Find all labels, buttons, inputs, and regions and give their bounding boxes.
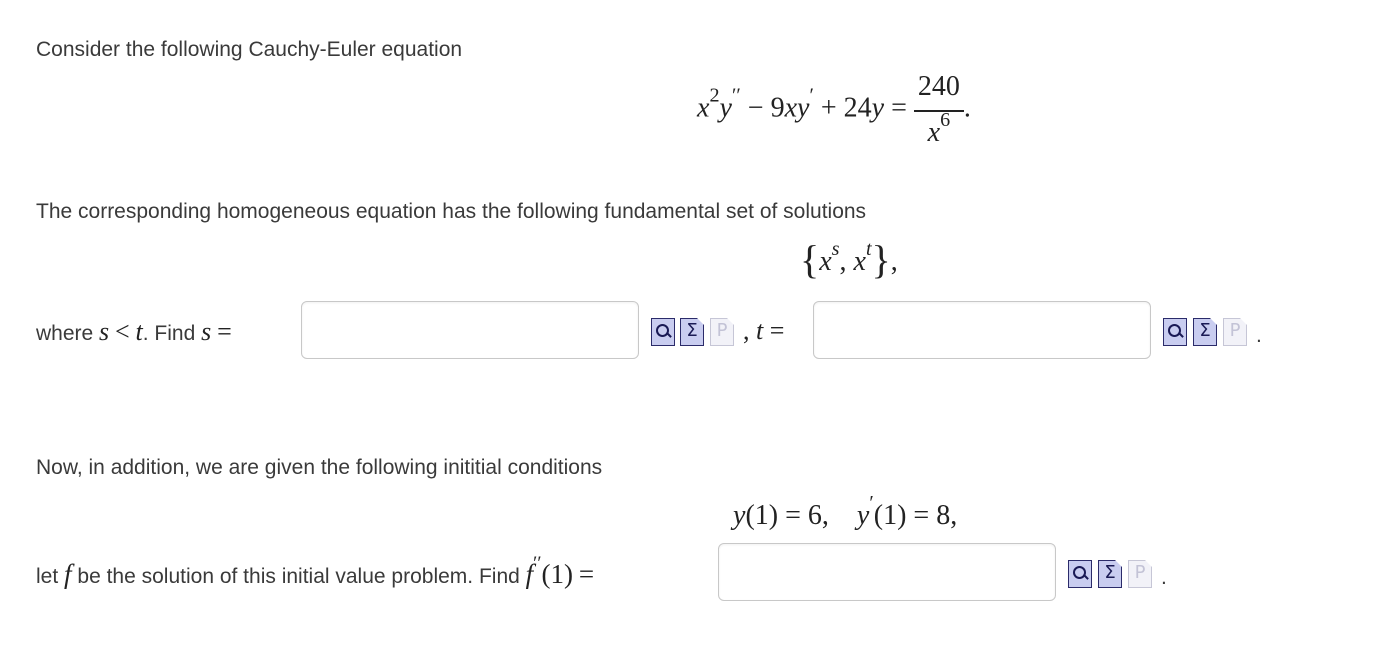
cauchy-euler-equation: $x^2y'' - 9xy' + 24y$ = $\frac{240}{x^6}$ .	[697, 71, 971, 148]
rhs-fraction	[914, 70, 964, 150]
plain-text-icon[interactable]: P	[1128, 560, 1152, 588]
plain-text-icon[interactable]: P	[1223, 318, 1247, 346]
s-answer-input[interactable]	[301, 301, 639, 359]
initial-conditions: y(1) = 6, y′(1) = 8,	[733, 491, 958, 531]
fundamental-set: {$x^s$, $x^t$},	[800, 237, 898, 282]
equation-editor-icon[interactable]: Σ	[1098, 560, 1122, 588]
plain-text-icon[interactable]: P	[710, 318, 734, 346]
fraction-denominator: $x^6$	[927, 108, 951, 148]
equation-editor-icon[interactable]: Σ	[1193, 318, 1217, 346]
preview-icon[interactable]	[1068, 560, 1092, 588]
f-second-derivative-input[interactable]	[718, 543, 1056, 601]
period: .	[1256, 324, 1262, 347]
find-st-prompt: where s < t. Find s =	[36, 317, 232, 346]
equation-editor-icon[interactable]: Σ	[680, 318, 704, 346]
fraction-numerator: 240	[914, 70, 964, 112]
initial-conditions-text: Now, in addition, we are given the following inititial conditions	[36, 456, 603, 479]
t-label: , t =	[743, 316, 785, 345]
find-f-prompt: let f be the solution of this initial value problem. Find f′′(1) =	[36, 552, 595, 589]
period: .	[1161, 566, 1167, 589]
preview-icon[interactable]	[651, 318, 675, 346]
intro-text: Consider the following Cauchy-Euler equation	[36, 38, 463, 61]
t-answer-input[interactable]	[813, 301, 1151, 359]
preview-icon[interactable]	[1163, 318, 1187, 346]
homogeneous-text: The corresponding homogeneous equation has the following fundamental set of solutions	[36, 200, 867, 223]
